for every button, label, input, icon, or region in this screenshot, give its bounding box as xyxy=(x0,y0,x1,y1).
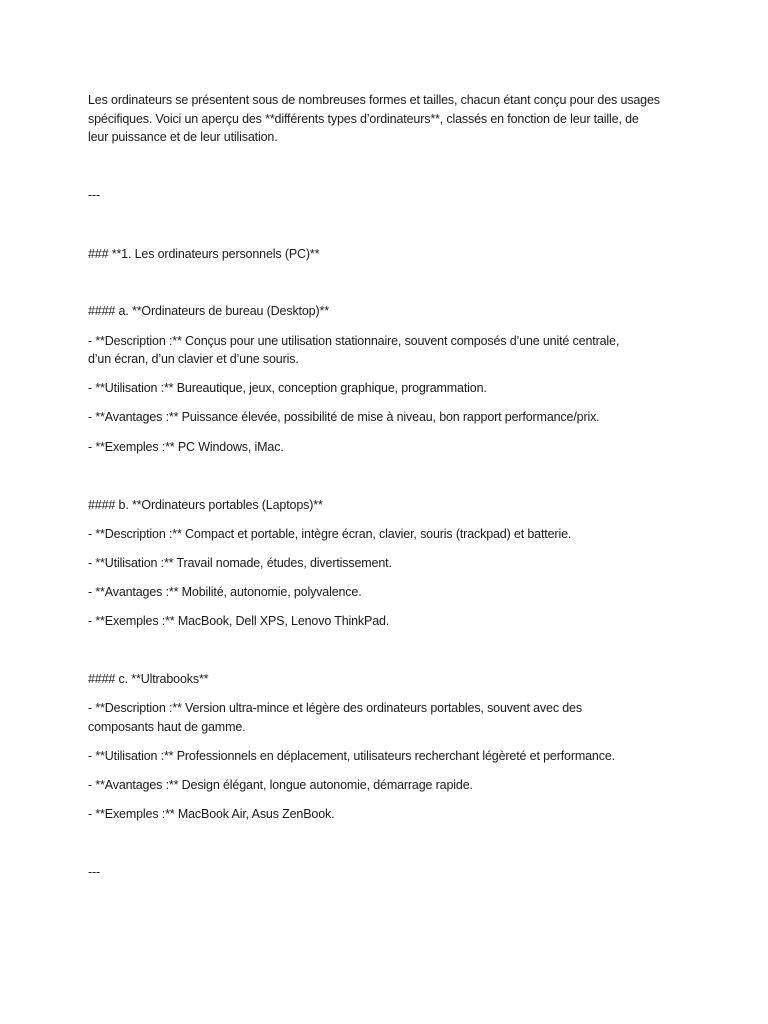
separator: --- xyxy=(88,188,101,202)
utilisation-line: - **Utilisation :** Bureautique, jeux, conception graphique, programmation. xyxy=(88,381,487,395)
intro-line: leur puissance et de leur utilisation. xyxy=(88,130,278,144)
utilisation-line: - **Utilisation :** Travail nomade, études, divertissement. xyxy=(88,556,392,570)
description-line: - **Description :** Conçus pour une utilisation stationnaire, souvent composés d’une unité centrale, xyxy=(88,334,620,348)
exemples-line: - **Exemples :** MacBook, Dell XPS, Lenovo ThinkPad. xyxy=(88,614,390,628)
section-heading: ### **1. Les ordinateurs personnels (PC)** xyxy=(88,247,320,261)
subsection-heading: #### a. **Ordinateurs de bureau (Desktop)** xyxy=(88,304,329,318)
exemples-line: - **Exemples :** MacBook Air, Asus ZenBook. xyxy=(88,807,335,821)
avantages-line: - **Avantages :** Mobilité, autonomie, polyvalence. xyxy=(88,585,362,599)
subsection-heading: #### b. **Ordinateurs portables (Laptops)** xyxy=(88,498,323,512)
utilisation-line: - **Utilisation :** Professionnels en déplacement, utilisateurs recherchant légèreté et performance. xyxy=(88,749,615,763)
intro-line: Les ordinateurs se présentent sous de nombreuses formes et tailles, chacun étant conçu pour des usages xyxy=(88,93,660,107)
description-line: - **Description :** Compact et portable, intègre écran, clavier, souris (trackpad) et batterie. xyxy=(88,527,572,541)
subsection-heading: #### c. **Ultrabooks** xyxy=(88,672,209,686)
description-line: d’un écran, d’un clavier et d’une souris. xyxy=(88,352,299,366)
avantages-line: - **Avantages :** Puissance élevée, possibilité de mise à niveau, bon rapport performance/prix. xyxy=(88,410,600,424)
intro-line: spécifiques. Voici un aperçu des **différents types d’ordinateurs**, classés en fonction de leur taille, de xyxy=(88,112,639,126)
exemples-line: - **Exemples :** PC Windows, iMac. xyxy=(88,440,284,454)
separator: --- xyxy=(88,865,101,879)
description-line: - **Description :** Version ultra-mince et légère des ordinateurs portables, souvent avec des xyxy=(88,701,582,715)
description-line: composants haut de gamme. xyxy=(88,720,246,734)
avantages-line: - **Avantages :** Design élégant, longue autonomie, démarrage rapide. xyxy=(88,778,473,792)
